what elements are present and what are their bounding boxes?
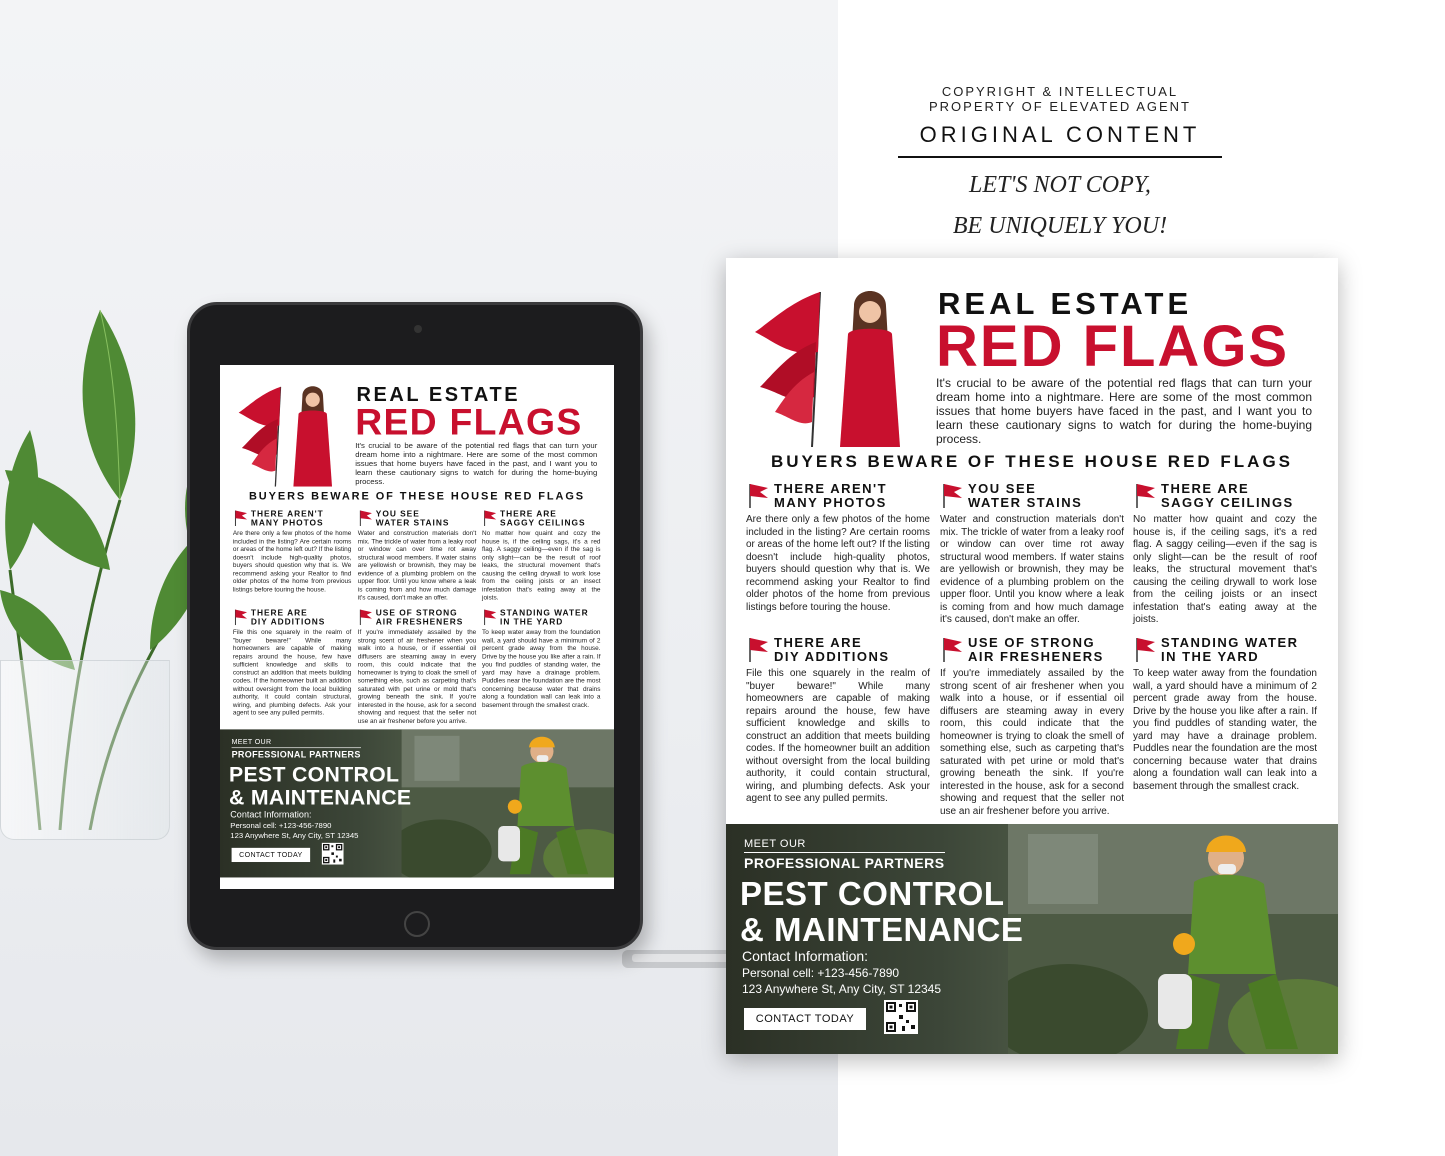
red-flag-title: YOU SEE WATER STAINS (375, 508, 450, 528)
tablet-screen (220, 365, 614, 889)
partner-title-line-1: PEST CONTROL (740, 875, 1005, 912)
contact-info-label: Contact Information: (230, 809, 312, 820)
qr-code-icon (322, 843, 344, 865)
red-flag-item (482, 509, 600, 602)
red-flag-icon (482, 608, 497, 625)
red-flag-item (233, 509, 351, 594)
professional-partners-label: PROFESSIONAL PARTNERS (744, 852, 945, 871)
red-flag-body: If you're immediately assailed by the strong scent of air freshener when you walk into a house, or if essential oil diffusers are steaming away in every room, this could indicate that the homeowner is trying to cloak the smell of something else, such as carpeting that's saturated with pet urine or mold that's growing beneath the sink. If you're interested in the house, ask for a second showing and request that the seller not use an air freshener before you arrive. (357, 628, 477, 725)
contact-address: 123 Anywhere St, Any City, ST 12345 (230, 831, 359, 841)
red-flag-item (358, 608, 476, 725)
meet-our-label: MEET OUR (744, 838, 806, 850)
red-flag-item (746, 482, 930, 614)
red-flag-body: Are there only a few photos of the home included in the listing? Are certain rooms or areas of the home left out? If the listing doesn't include high-quality photos, buyers should question why that is. We recommend asking your Realtor to find older photos of the home from previous listings before touring the house. (232, 529, 352, 594)
slogan-line-1: LET'S NOT COPY, (969, 172, 1151, 198)
red-flag-item (940, 636, 1124, 818)
red-flag-item (358, 509, 476, 602)
red-flag-body: No matter how quaint and cozy the house is, if the ceiling sags, it's a red flag. A saggy ceiling—even if the sag is only slight—can be the result of roof leaks, the structural movement that's causing the ceiling drywall to work lose from the ceiling joists or an insect infestation that's eating away at the joists. (482, 529, 601, 602)
tablet-flyer (220, 365, 614, 889)
title-real-estate: REAL ESTATE (356, 383, 521, 406)
red-flag-body: No matter how quaint and cozy the house is, if the ceiling sags, it's a red flag. A saggy ceiling—even if the sag is only slight—can be the result of roof leaks, the structural movement that's causing the ceiling drywall to work lose from the ceiling joists or an insect infestation that's eating away at the joists. (1133, 514, 1317, 625)
red-flag-title: YOU SEE WATER STAINS (968, 481, 1083, 510)
red-flag-item (940, 482, 1124, 627)
agent-with-red-flags-image (750, 272, 930, 447)
partners-banner (726, 824, 1338, 1054)
partner-title (229, 763, 411, 809)
red-flag-body: File this one squarely in the realm of "buyer beware!" While many homeowners are capable of making repairs around the house, few have sufficient knowledge and skills to construct an addition that meets building codes. If the homeowner built an addition without oversight from the local building authority, it could contain structural, wiring, and plumbing defects. Ask your agent to see any pulled permits. (232, 628, 352, 717)
pest-control-worker-image (1008, 824, 1338, 1054)
original-content-title: ORIGINAL CONTENT (898, 122, 1222, 158)
tablet-mockup (187, 302, 643, 950)
red-flag-title: THERE ARE DIY ADDITIONS (774, 635, 890, 664)
flyer-content (726, 258, 1338, 1054)
contact-today-button[interactable]: CONTACT TODAY (744, 1008, 866, 1030)
red-flag-item (746, 636, 930, 806)
title-red-flags: RED FLAGS (355, 401, 583, 443)
red-flag-title: THERE ARE SAGGY CEILINGS (1161, 481, 1294, 510)
copyright-line-1: COPYRIGHT & INTELLECTUAL (941, 84, 1179, 99)
red-flag-title: THERE ARE SAGGY CEILINGS (500, 508, 586, 528)
contact-phone: Personal cell: +123-456-7890 (230, 820, 332, 830)
red-flag-item (1133, 636, 1317, 793)
pest-control-worker-image (402, 729, 614, 877)
red-flag-icon (482, 509, 497, 526)
red-flag-body: Water and construction materials don't mix. The trickle of water from a leaky roof or window can over time rot away structural wood members. If water stains are yellowish or brownish, they may be evidence of a plumbing problem on the upper floor. Until you know where a leak is coming from and how much damage it's caused, don't make an offer. (357, 529, 477, 602)
intro-paragraph: It's crucial to be aware of the potential red flags that can turn your dream home into a nightmare. Here are some of the most common issues that home buyers have faced in the past, and I want you to learn these cautionary signs to watch for during the home-buying process. (355, 440, 598, 487)
red-flag-title: STANDING WATER IN THE YARD (1161, 635, 1299, 664)
red-flag-icon (233, 509, 248, 526)
copyright-notice (898, 84, 1222, 240)
red-flag-icon (358, 608, 373, 625)
contact-today-button[interactable]: CONTACT TODAY (232, 848, 311, 862)
red-flag-icon (746, 636, 770, 662)
partner-title-line-2: & MAINTENANCE (740, 911, 1024, 948)
red-flag-title: USE OF STRONG AIR FRESHENERS (968, 635, 1104, 664)
red-flag-icon (358, 509, 373, 526)
red-flag-icon (1133, 482, 1157, 508)
red-flag-icon (1133, 636, 1157, 662)
red-flag-body: To keep water away from the foundation wall, a yard should have a minimum of 2 percent grade away from the house. Drive by the house you like after a rain. If you find puddles of standing water, the yard may have a drainage problem. Puddles near the foundation are the most concerning because water that drains along a foundation wall can leak into a basement through the smallest crack. (1133, 668, 1317, 792)
red-flag-body: Are there only a few photos of the home included in the listing? Are certain rooms or areas of the home left out? If the listing doesn't include high-quality photos, buyers should question why that is. We recommend asking your Realtor to find older photos of the home from previous listings before touring the house. (746, 514, 930, 613)
title-red-flags: RED FLAGS (936, 314, 1290, 379)
red-flag-body: If you're immediately assailed by the strong scent of air freshener when you walk into a house, or if essential oil diffusers are steaming away in every room, this could indicate that the homeowner is trying to cloak the smell of something else, such as carpeting that's saturated with pet urine or mold that's growing beneath the sink. If you're interested in the house, ask for a second showing and request that the seller not use an air freshener before you arrive. (940, 668, 1124, 817)
tablet-home-button (404, 911, 430, 937)
red-flag-body: File this one squarely in the realm of "buyer beware!" While many homeowners are capable of making repairs around the house, few have sufficient knowledge and skills to construct an addition that meets building codes. If the homeowner built an addition without oversight from the local building authority, it could contain structural, wiring, and plumbing defects. Ask your agent to see any pulled permits. (746, 668, 930, 804)
contact-phone: Personal cell: +123-456-7890 (742, 966, 900, 980)
partner-title-line-2: & MAINTENANCE (229, 785, 412, 810)
meet-our-label: MEET OUR (231, 738, 272, 747)
red-flag-item (233, 608, 351, 717)
copyright-line-2: PROPERTY OF ELEVATED AGENT (929, 99, 1191, 114)
agent-with-red-flags-image (235, 374, 351, 487)
intro-paragraph: It's crucial to be aware of the potential red flags that can turn your dream home into a nightmare. Here are some of the most common issues that home buyers have faced in the past, and I want you to learn these cautionary signs to watch for during the home-buying process. (936, 376, 1312, 446)
red-flag-title: THERE AREN'T MANY PHOTOS (250, 508, 324, 528)
slogan-line-2: BE UNIQUELY YOU! (952, 213, 1168, 239)
red-flag-icon (940, 636, 964, 662)
red-flag-title: THERE ARE DIY ADDITIONS (250, 607, 326, 627)
flyer-page (726, 258, 1338, 1054)
qr-code-icon (884, 1000, 918, 1034)
red-flag-item (482, 608, 600, 709)
title-real-estate: REAL ESTATE (938, 286, 1193, 321)
partners-banner (220, 729, 614, 877)
professional-partners-label: PROFESSIONAL PARTNERS (231, 749, 361, 760)
contact-info-label: Contact Information: (742, 948, 869, 964)
red-flag-icon (233, 608, 248, 625)
red-flag-title: STANDING WATER IN THE YARD (500, 607, 589, 627)
partner-title-line-1: PEST CONTROL (229, 762, 400, 787)
section-heading: BUYERS BEWARE OF THESE HOUSE RED FLAGS (770, 452, 1294, 471)
flyer-content (220, 365, 614, 877)
red-flag-icon (746, 482, 770, 508)
red-flag-title: USE OF STRONG AIR FRESHENERS (375, 607, 464, 627)
glass-vase (0, 660, 170, 840)
section-heading: BUYERS BEWARE OF THESE HOUSE RED FLAGS (248, 489, 586, 503)
red-flag-body: Water and construction materials don't mix. The trickle of water from a leaky roof or window can over time rot away structural wood members. If water stains are yellowish or brownish, they may be evidence of a plumbing problem on the upper floor. Until you know where a leak is coming from and how much damage it's caused, don't make an offer. (940, 514, 1124, 625)
contact-address: 123 Anywhere St, Any City, ST 12345 (742, 982, 942, 996)
red-flag-item (1133, 482, 1317, 627)
red-flag-body: To keep water away from the foundation wall, a yard should have a minimum of 2 percent grade away from the house. Drive by the house you like after a rain. If you find puddles of standing water, the yard may have a drainage problem. Puddles near the foundation are the most concerning because water that drains along a foundation wall can leak into a basement through the smallest crack. (482, 628, 601, 709)
tablet-camera (414, 325, 422, 333)
red-flag-icon (940, 482, 964, 508)
partner-title (740, 876, 1023, 948)
red-flag-title: THERE AREN'T MANY PHOTOS (774, 481, 888, 510)
